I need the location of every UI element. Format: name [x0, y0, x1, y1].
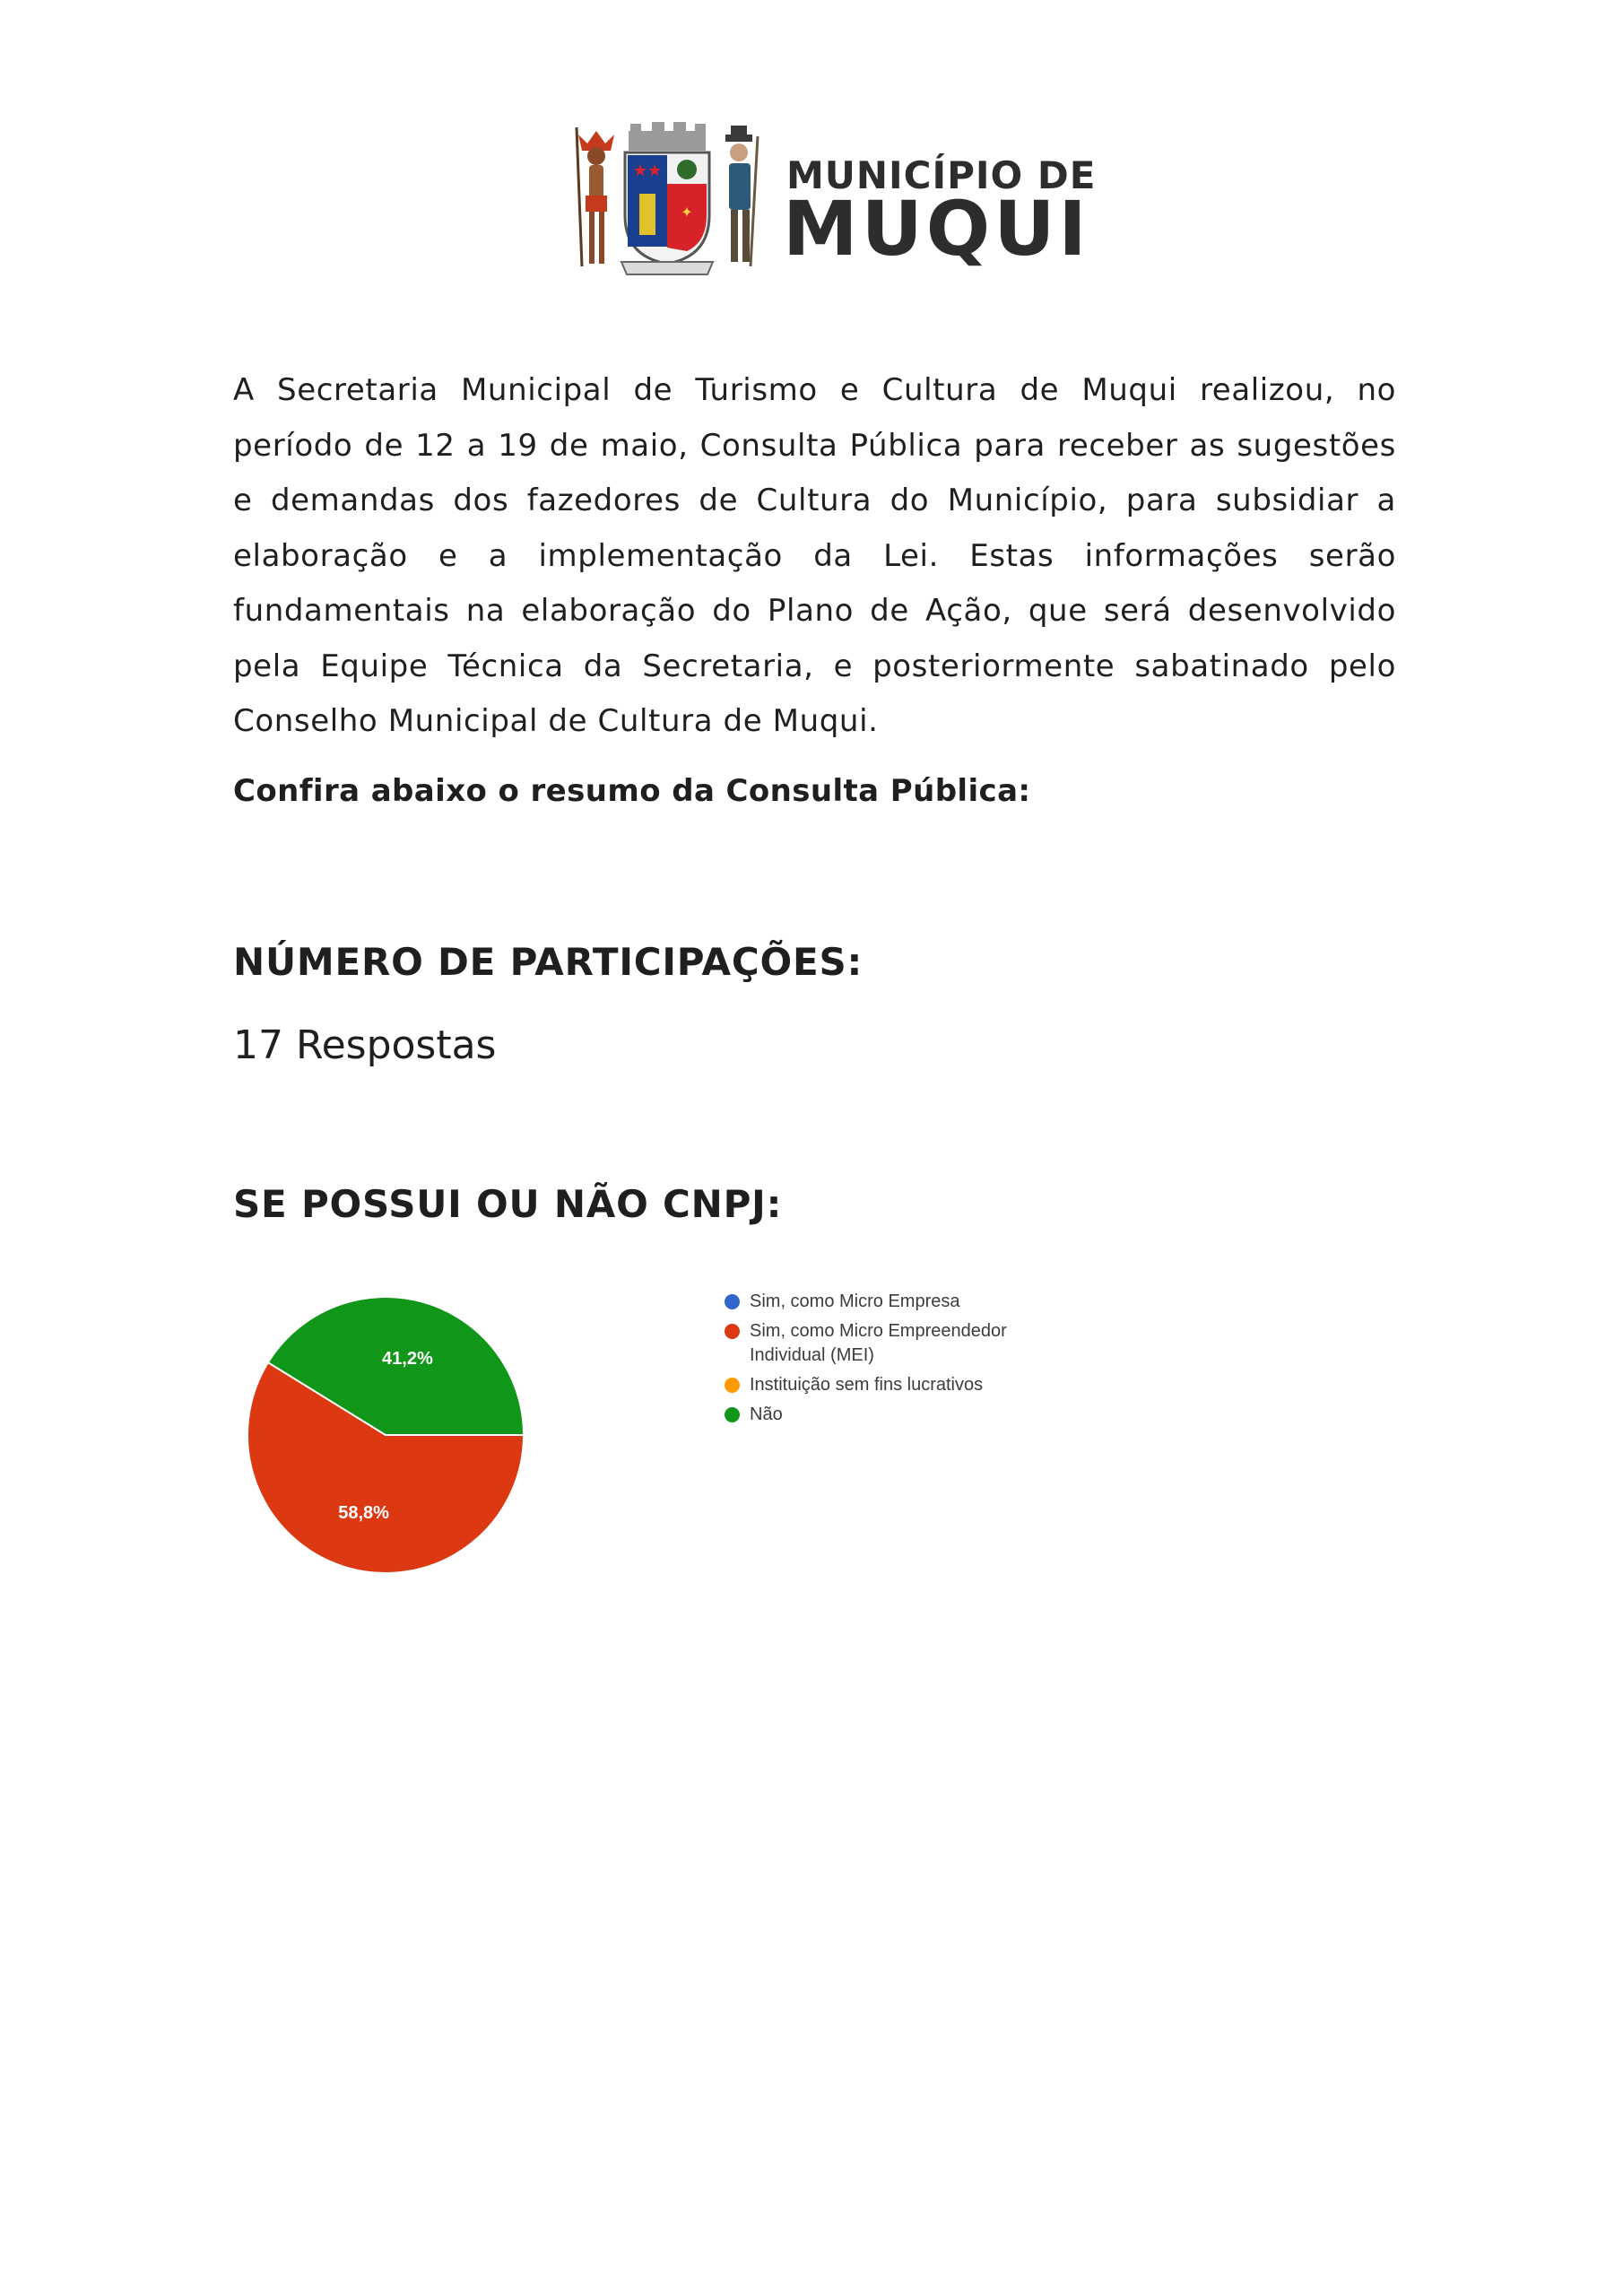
legend-label: Não [750, 1405, 783, 1424]
svg-text:MUNICÍPIO DE: MUNICÍPIO DE [786, 153, 1097, 197]
legend-dot-icon [725, 1378, 740, 1393]
legend-item [725, 1403, 1046, 1427]
participations-count: 17 Respostas [233, 1022, 497, 1068]
legend-item [725, 1290, 1046, 1314]
legend-dot-icon [725, 1324, 740, 1339]
legend-label: Sim, como Micro Empreendedor Individual (MEI) [750, 1321, 1007, 1365]
pie-data-label: 58,8% [338, 1502, 389, 1523]
chart-legend [725, 1290, 1046, 1432]
summary-lead: Confira abaixo o resumo da Consulta Pública: [233, 773, 1031, 809]
intro-paragraph: A Secretaria Municipal de Turismo e Cultura de Muqui realizou, no período de 12 a 19 de maio, Consulta Pública para receber as sugestões e demandas dos fazedores de Cultura do Município, para subsidiar a elaboração e a implementação da Lei. Estas informações serão fundamentais na elaboração do Plano de Ação, que será desenvolvido pela Equipe Técnica da Secretaria, e posteriormente sabatinado pelo Conselho Municipal de Cultura de Muqui. [233, 372, 1396, 739]
participations-heading: NÚMERO DE PARTICIPAÇÕES: [233, 940, 864, 984]
municipality-logo [559, 118, 1097, 280]
legend-item [725, 1319, 1046, 1368]
legend-item [725, 1373, 1046, 1397]
pie-data-label: 41,2% [382, 1349, 433, 1370]
legend-label: Sim, como Micro Empresa [750, 1292, 960, 1311]
coat-of-arms-icon [559, 118, 1097, 280]
cnpj-heading: SE POSSUI OU NÃO CNPJ: [233, 1182, 783, 1226]
svg-text:✦: ✦ [681, 204, 693, 221]
svg-text:★★: ★★ [632, 161, 663, 180]
indigenous-figure-icon [577, 127, 614, 266]
legend-dot-icon [725, 1407, 740, 1422]
shield-icon [621, 122, 713, 274]
legend-label: Instituição sem fins lucrativos [750, 1375, 984, 1395]
colonist-figure-icon [725, 126, 758, 266]
legend-dot-icon [725, 1294, 740, 1309]
svg-text:MUQUI: MUQUI [783, 185, 1090, 273]
